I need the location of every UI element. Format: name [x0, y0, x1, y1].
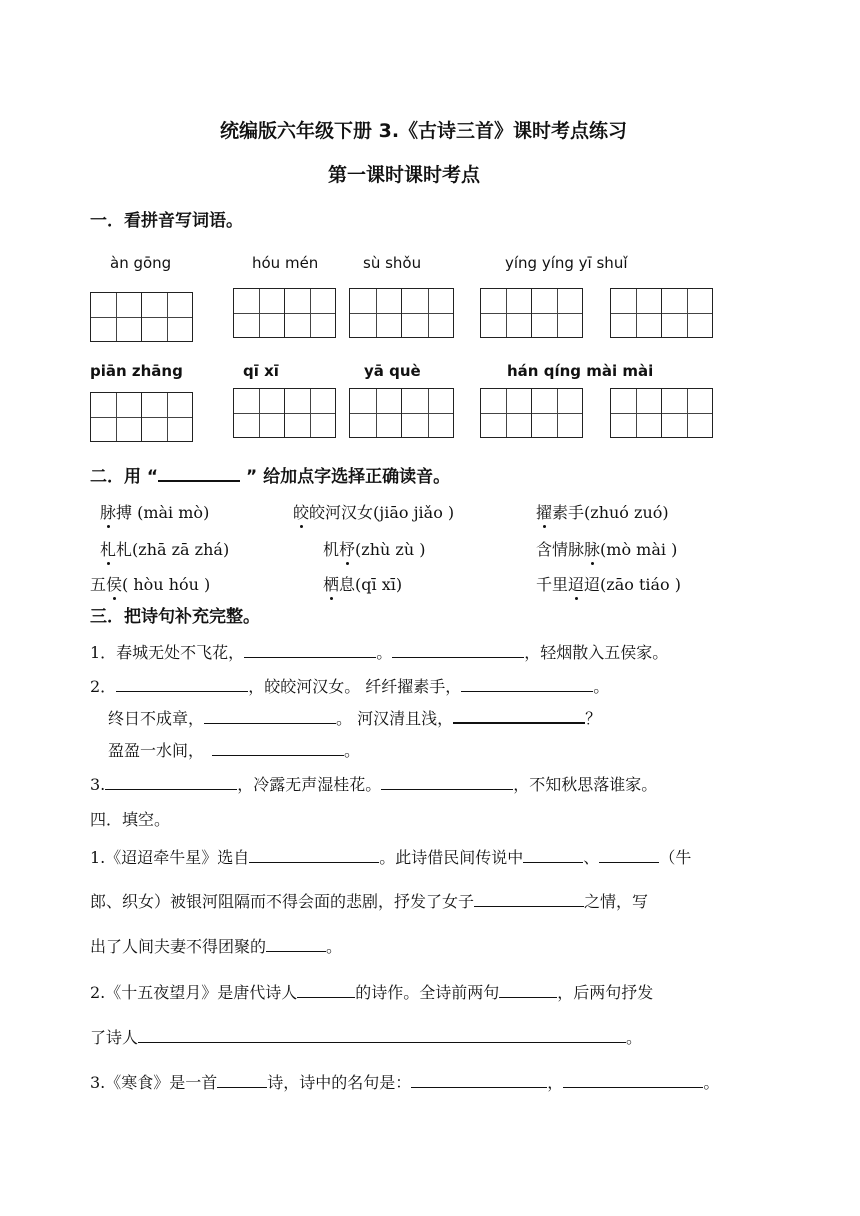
- answer-blank[interactable]: [266, 935, 326, 952]
- answer-blank[interactable]: [249, 846, 379, 863]
- page-subtitle: 第一课时课时考点: [328, 164, 481, 186]
- writing-box[interactable]: [90, 392, 193, 442]
- writing-box[interactable]: [480, 288, 583, 338]
- poem-line-3: 终日不成章， 。 河汉清且浅， ？: [108, 706, 601, 729]
- pinyin-qi-xi: qī xī: [243, 362, 279, 380]
- answer-blank[interactable]: [599, 846, 659, 863]
- pinyin-ya-que: yā què: [364, 362, 421, 380]
- fill-q1-line3: 出了人间夫妻不得团聚的 。: [90, 937, 343, 956]
- writing-box[interactable]: [610, 288, 713, 338]
- reading-item: 札札(zhā zā zhá): [100, 537, 229, 560]
- reading-item: 栖息(qī xī): [323, 572, 402, 595]
- writing-box[interactable]: [480, 388, 583, 438]
- reading-item: 脉搏 (mài mò): [100, 500, 209, 523]
- answer-blank[interactable]: [563, 1071, 703, 1088]
- section2-heading: 二．用 “ ” 给加点字选择正确读音。: [90, 462, 450, 487]
- fill-q1-line1: 1.《迢迢牵牛星》选自 。此诗借民间传说中 、 （牛: [90, 848, 692, 867]
- writing-box[interactable]: [233, 388, 336, 438]
- page-title: 统编版六年级下册 3.《古诗三首》课时考点练习: [220, 120, 628, 142]
- answer-blank[interactable]: [474, 890, 584, 907]
- answer-blank[interactable]: [244, 641, 376, 658]
- answer-blank[interactable]: [523, 846, 583, 863]
- reading-item: 千里迢迢(zāo tiáo ): [536, 572, 681, 595]
- fill-q2-line1: 2.《十五夜望月》是唐代诗人 的诗作。全诗前两句 ，后两句抒发: [90, 983, 654, 1002]
- pinyin-han-qing-mai-mai: hán qíng mài mài: [507, 362, 654, 380]
- answer-blank[interactable]: [217, 1071, 267, 1088]
- poem-line-1: 1．春城无处不飞花， 。 ，轻烟散入五侯家。: [90, 643, 669, 662]
- answer-blank[interactable]: [392, 641, 524, 658]
- answer-blank[interactable]: [461, 675, 593, 692]
- answer-blank[interactable]: [105, 773, 237, 790]
- pinyin-pian-zhang: piān zhāng: [90, 362, 183, 380]
- writing-box[interactable]: [349, 288, 454, 338]
- fill-q1-line2: 郎、织女）被银河阻隔而不得会面的悲剧，抒发了女子 之情，写: [90, 892, 649, 911]
- answer-blank[interactable]: [411, 1071, 547, 1088]
- answer-blank[interactable]: [116, 675, 248, 692]
- poem-line-5: 3. ，冷露无声湿桂花。 ，不知秋思落谁家。: [90, 775, 658, 794]
- answer-blank[interactable]: [138, 1026, 626, 1043]
- writing-box[interactable]: [90, 292, 193, 342]
- reading-item: 擢素手(zhuó zuó): [536, 500, 669, 523]
- poem-line-2: 2． ，皎皎河汉女。 纤纤擢素手， 。: [90, 677, 610, 696]
- section1-heading: 一．看拼音写词语。: [90, 211, 243, 231]
- pinyin-an-gong: àn gōng: [110, 254, 172, 272]
- writing-box[interactable]: [233, 288, 336, 338]
- fill-q2-line2: 了诗人 。: [90, 1028, 643, 1047]
- answer-blank[interactable]: [453, 706, 585, 724]
- pinyin-ying-ying-yi-shui: yíng yíng yī shuǐ: [505, 254, 628, 272]
- pinyin-hou-men: hóu mén: [252, 254, 319, 272]
- answer-blank[interactable]: [381, 773, 513, 790]
- answer-blank[interactable]: [499, 981, 557, 998]
- underline-sample: [158, 464, 240, 482]
- answer-blank[interactable]: [212, 739, 344, 756]
- poem-line-4: 盈盈一水间， 。: [108, 741, 361, 760]
- reading-item: 含情脉脉(mò mài ): [536, 537, 677, 560]
- answer-blank[interactable]: [204, 707, 336, 724]
- reading-item: 机杼(zhù zù ): [323, 537, 425, 560]
- reading-item: 皎皎河汉女(jiāo jiǎo ): [293, 500, 454, 523]
- section4-heading: 四．填空。: [90, 810, 171, 829]
- section3-heading: 三．把诗句补充完整。: [90, 607, 260, 627]
- pinyin-su-shou: sù shǒu: [363, 254, 422, 272]
- answer-blank[interactable]: [297, 981, 355, 998]
- writing-box[interactable]: [610, 388, 713, 438]
- reading-item: 五侯( hòu hóu ): [90, 572, 210, 595]
- writing-box[interactable]: [349, 388, 454, 438]
- fill-q3-line1: 3.《寒食》是一首 诗，诗中的名句是： ， 。: [90, 1073, 720, 1092]
